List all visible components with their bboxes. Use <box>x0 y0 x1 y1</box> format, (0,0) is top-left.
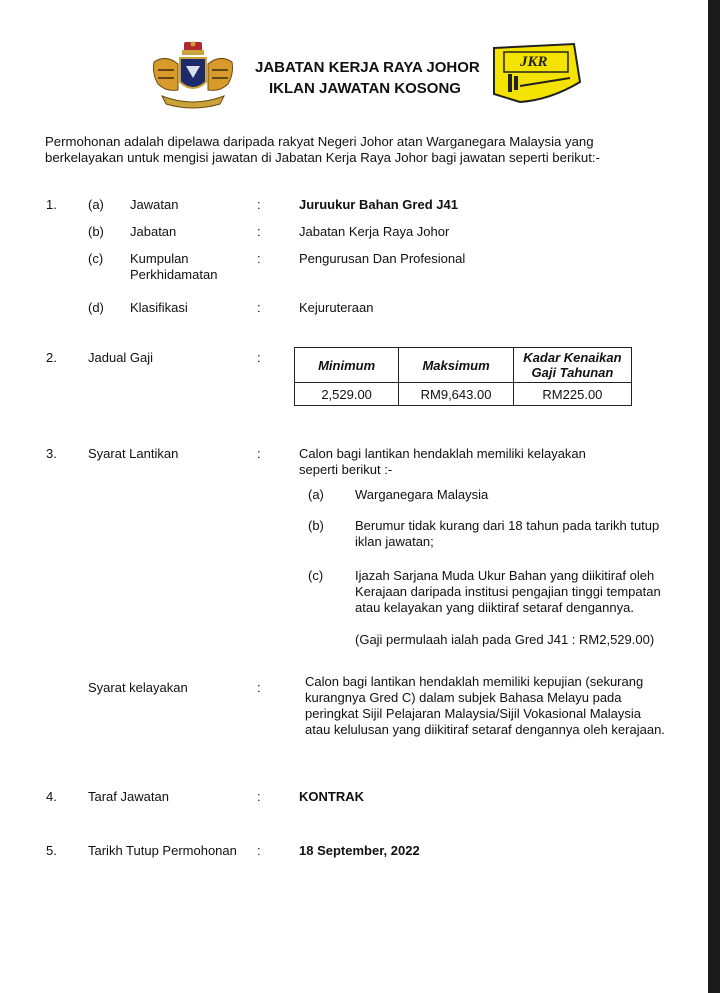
section5-label: Tarikh Tutup Permohonan <box>88 843 237 858</box>
section4-value: KONTRAK <box>299 789 364 804</box>
section1-letter-c: (c) <box>88 251 104 266</box>
colon: : <box>257 446 261 461</box>
section1-letter-a: (a) <box>88 197 104 212</box>
section1-label-klasifikasi: Klasifikasi <box>130 300 188 315</box>
salary-value-maksimum: RM9,643.00 <box>399 383 514 406</box>
section3-letter-a: (a) <box>308 487 324 502</box>
section3-item-a: Warganegara Malaysia <box>355 487 489 502</box>
section2-label: Jadual Gaji <box>88 350 154 365</box>
salary-table <box>294 347 632 406</box>
jkr-logo <box>490 42 582 104</box>
salary-value-minimum: 2,529.00 <box>295 383 399 406</box>
section5-number: 5. <box>46 843 57 858</box>
salary-table-header-row <box>295 348 632 383</box>
salary-value-kenaikan: RM225.00 <box>513 383 631 406</box>
section1-number: 1. <box>46 197 57 212</box>
salary-header-kenaikan: Kadar Kenaikan Gaji Tahunan <box>513 348 631 383</box>
section1-value-jawatan: Juruukur Bahan Gred J41 <box>299 197 458 212</box>
section4-label: Taraf Jawatan <box>88 789 169 804</box>
syarat-kelayakan-text: Calon bagi lantikan hendaklah memiliki kepujian (sekurang kurangnya Gred C) dalam subjek Bahasa Melayu pada peringkat Sijil Pelajaran Malaysia/Sijil Vokasional Malaysia atau kelulusan yang diikitiraf setaraf dengannya oleh kerajaan. <box>305 674 665 737</box>
section1-letter-d: (d) <box>88 300 104 315</box>
colon: : <box>257 350 261 365</box>
colon: : <box>257 251 261 266</box>
syarat-kelayakan-label: Syarat kelayakan <box>88 680 188 695</box>
section4-number: 4. <box>46 789 57 804</box>
colon: : <box>257 843 261 858</box>
colon: : <box>257 789 261 804</box>
colon: : <box>257 300 261 315</box>
colon: : <box>257 680 261 695</box>
header-title-line2: IKLAN JAWATAN KOSONG <box>269 80 461 97</box>
johor-crest-logo <box>148 40 238 110</box>
section2-number: 2. <box>46 350 57 365</box>
section5-value: 18 September, 2022 <box>299 843 420 858</box>
salary-header-minimum: Minimum <box>295 348 399 383</box>
section1-letter-b: (b) <box>88 224 104 239</box>
section3-letter-c: (c) <box>308 568 324 583</box>
colon: : <box>257 224 261 239</box>
colon: : <box>257 197 261 212</box>
section3-salary-note: (Gaji permulaah ialah pada Gred J41 : RM2,529.00) <box>355 632 655 647</box>
salary-table-value-row <box>295 383 632 406</box>
section1-label-jabatan: Jabatan <box>130 224 177 239</box>
section1-label-jawatan: Jawatan <box>130 197 179 212</box>
section3-letter-b: (b) <box>308 518 324 533</box>
section3-item-c: Ijazah Sarjana Muda Ukur Bahan yang diikitiraf oleh Kerajaan daripada institusi pengajian tinggi tempatan atau kelayakan yang diiktiraf setaraf dengannya. <box>355 568 661 615</box>
section3-intro: Calon bagi lantikan hendaklah memiliki kelayakan seperti berikut :- <box>299 446 586 477</box>
intro-paragraph: Permohonan adalah dipelawa daripada rakyat Negeri Johor atan Warganegara Malaysia yang berkelayakan untuk mengisi jawatan di Jabatan Kerja Raya Johor bagi jawatan seperti berikut:- <box>45 134 600 165</box>
section1-value-klasifikasi: Kejuruteraan <box>299 300 374 315</box>
salary-header-maksimum: Maksimum <box>399 348 514 383</box>
jkr-logo-text: JKR <box>520 54 548 70</box>
section3-label: Syarat Lantikan <box>88 446 179 461</box>
section3-item-b: Berumur tidak kurang dari 18 tahun pada tarikh tutup iklan jawatan; <box>355 518 660 549</box>
section3-number: 3. <box>46 446 57 461</box>
section1-label-kumpulan: Kumpulan Perkhidamatan <box>130 251 218 282</box>
section1-value-jabatan: Jabatan Kerja Raya Johor <box>299 224 450 239</box>
header-title-line1: JABATAN KERJA RAYA JOHOR <box>255 59 480 76</box>
section1-value-kumpulan: Pengurusan Dan Profesional <box>299 251 466 266</box>
